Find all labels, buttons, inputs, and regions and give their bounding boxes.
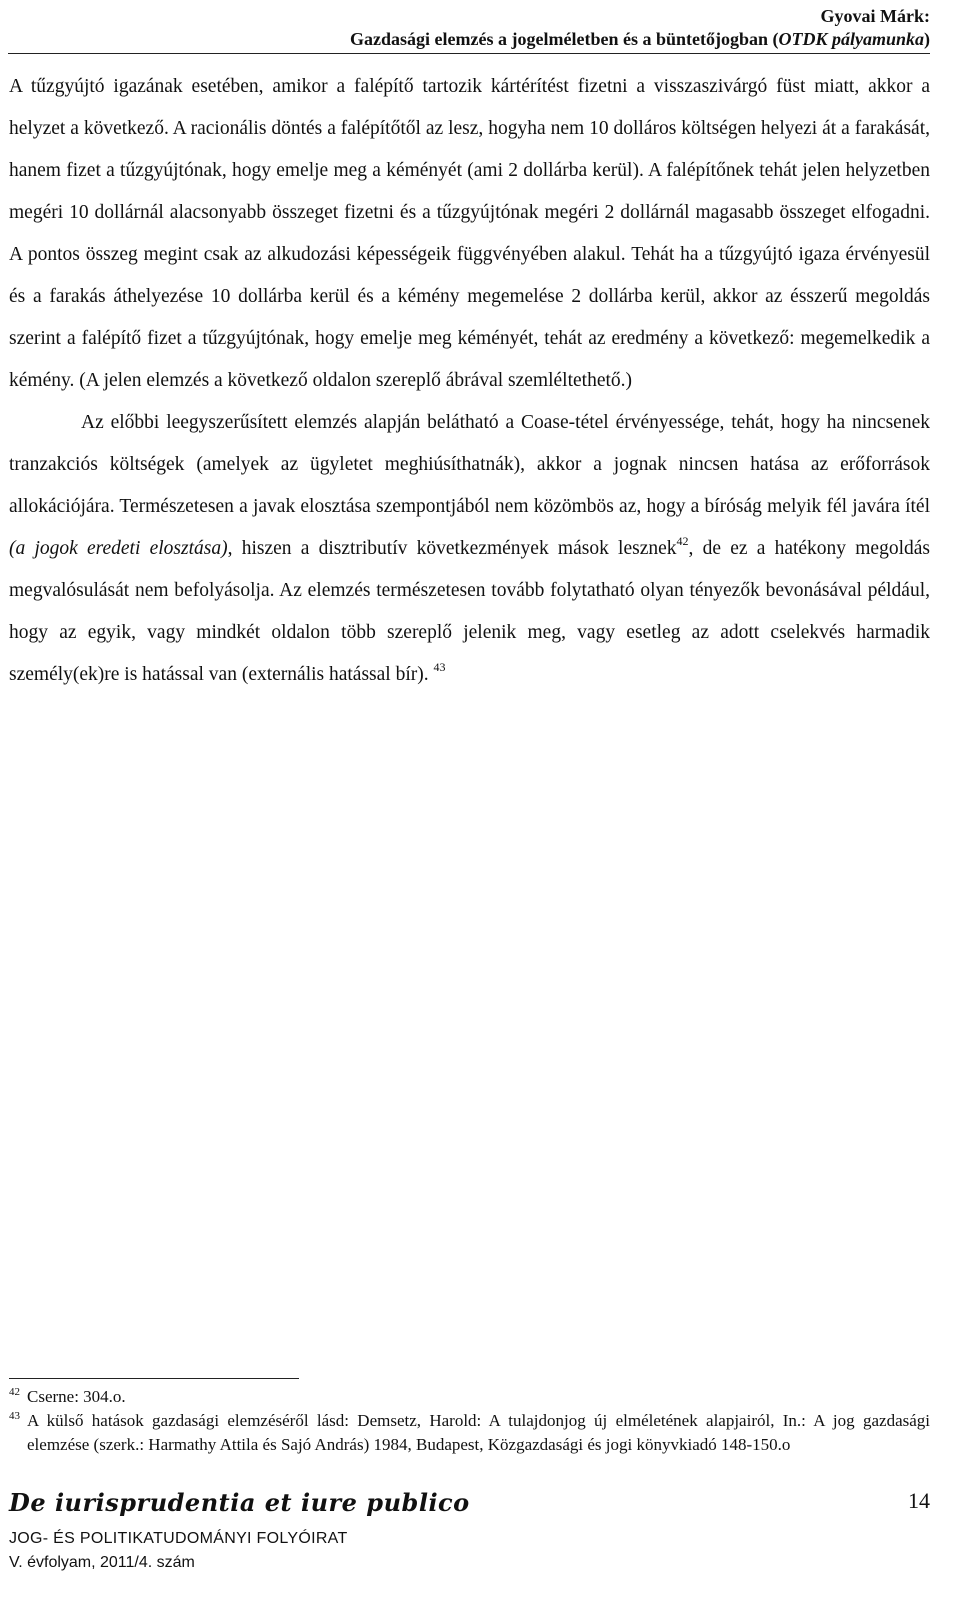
- journal-name: De iurisprudentia et iure publico: [9, 1488, 470, 1517]
- header-title: [8, 28, 930, 50]
- journal-issue: V. évfolyam, 2011/4. szám: [9, 1554, 195, 1571]
- page-number: 14: [908, 1488, 930, 1513]
- paragraph-2-part-c: , de ez a hatékony megoldás megvalósulását nem befolyásolja. Az elemzés természetesen tovább folytatható olyan tényezők bevonásával például, hogy az egyik, vagy mindkét oldalon több szereplő jelenik meg, vagy esetleg az adott cselekvés harmadik személy(ek)re is hatással van (externális hatással bír).: [9, 538, 930, 685]
- footnote-text: Cserne: 304.o.: [27, 1387, 126, 1406]
- header-title-main: Gazdasági elemzés a jogelméletben és a büntetőjogban (: [350, 29, 779, 49]
- running-header: [8, 4, 930, 50]
- header-title-end: ): [924, 29, 930, 49]
- paragraph-2-part-a: Az előbbi leegyszerűsített elemzés alapján belátható a Coase-tétel érvényessége, tehát, hogy ha nincsenek tranzakciós költségek (amelyek az ügyletet meghiúsíthatnák), akkor a jognak nincsen hatása az erőforrások allokációjára. Természetesen a javak elosztása szempontjából nem közömbös az, hogy a bíróság melyik fél javára ítél: [9, 412, 930, 517]
- footnote-42: [9, 1385, 930, 1409]
- header-divider: [8, 53, 930, 54]
- footnotes: [9, 1385, 930, 1457]
- footnote-ref-42[interactable]: 42: [676, 534, 689, 548]
- footnote-43: [9, 1409, 930, 1457]
- paragraph-2-part-b: , hiszen a disztributív következmények mások lesznek: [227, 538, 677, 559]
- footnote-number: 43: [9, 1410, 20, 1422]
- paragraph-1: A tűzgyújtó igazának esetében, amikor a falépítő tartozik kártérítést fizetni a visszaszivárgó füst miatt, akkor a helyzet a következő. A racionális döntés a falépítőtől az lesz, hogyha nem 10 dolláros költségen helyezi át a farakását, hanem fizet a tűzgyújtónak, hogy emelje meg a kéményét (ami 2 dollárba kerül). A falépítőnek tehát jelen helyzetben megéri 10 dollárnál alacsonyabb összeget fizetni és a tűzgyújtónak megéri 2 dollárnál magasabb összeget elfogadni. A pontos összeg megint csak az alkudozási képességeik függvényében alakul. Tehát ha a tűzgyújtó igaza érvényesül és a farakás áthelyezése 10 dollárba kerül és a kémény megemelése 2 dollárba kerül, akkor az ésszerű megoldás szerint a falépítő fizet a tűzgyújtónak, hogy emelje meg kéményét, tehát az eredmény a következő: megemelkedik a kémény. (A jelen elemzés a következő oldalon szereplő ábrával szemléltethető.): [9, 76, 930, 391]
- footnote-divider: [9, 1378, 299, 1379]
- header-author: Gyovai Márk:: [820, 6, 930, 26]
- paragraph-2: [9, 402, 930, 696]
- body-text: [9, 66, 930, 696]
- footnote-ref-43[interactable]: 43: [433, 660, 446, 674]
- journal-subtitle: JOG- ÉS POLITIKATUDOMÁNYI FOLYÓIRAT: [9, 1530, 348, 1547]
- paragraph-2-italic: (a jogok eredeti elosztása): [9, 538, 228, 559]
- journal-footer: [9, 1488, 470, 1574]
- header-title-italic: OTDK pályamunka: [778, 29, 924, 49]
- footnote-text: A külső hatások gazdasági elemzéséről lásd: Demsetz, Harold: A tulajdonjog új elméletének alapjairól, In.: A jog gazdasági elemzése (szerk.: Harmathy Attila és Sajó András) 1984, Budapest, Közgazdasági és jogi könyvkiadó 148-150.o: [27, 1411, 930, 1454]
- footnote-number: 42: [9, 1386, 20, 1398]
